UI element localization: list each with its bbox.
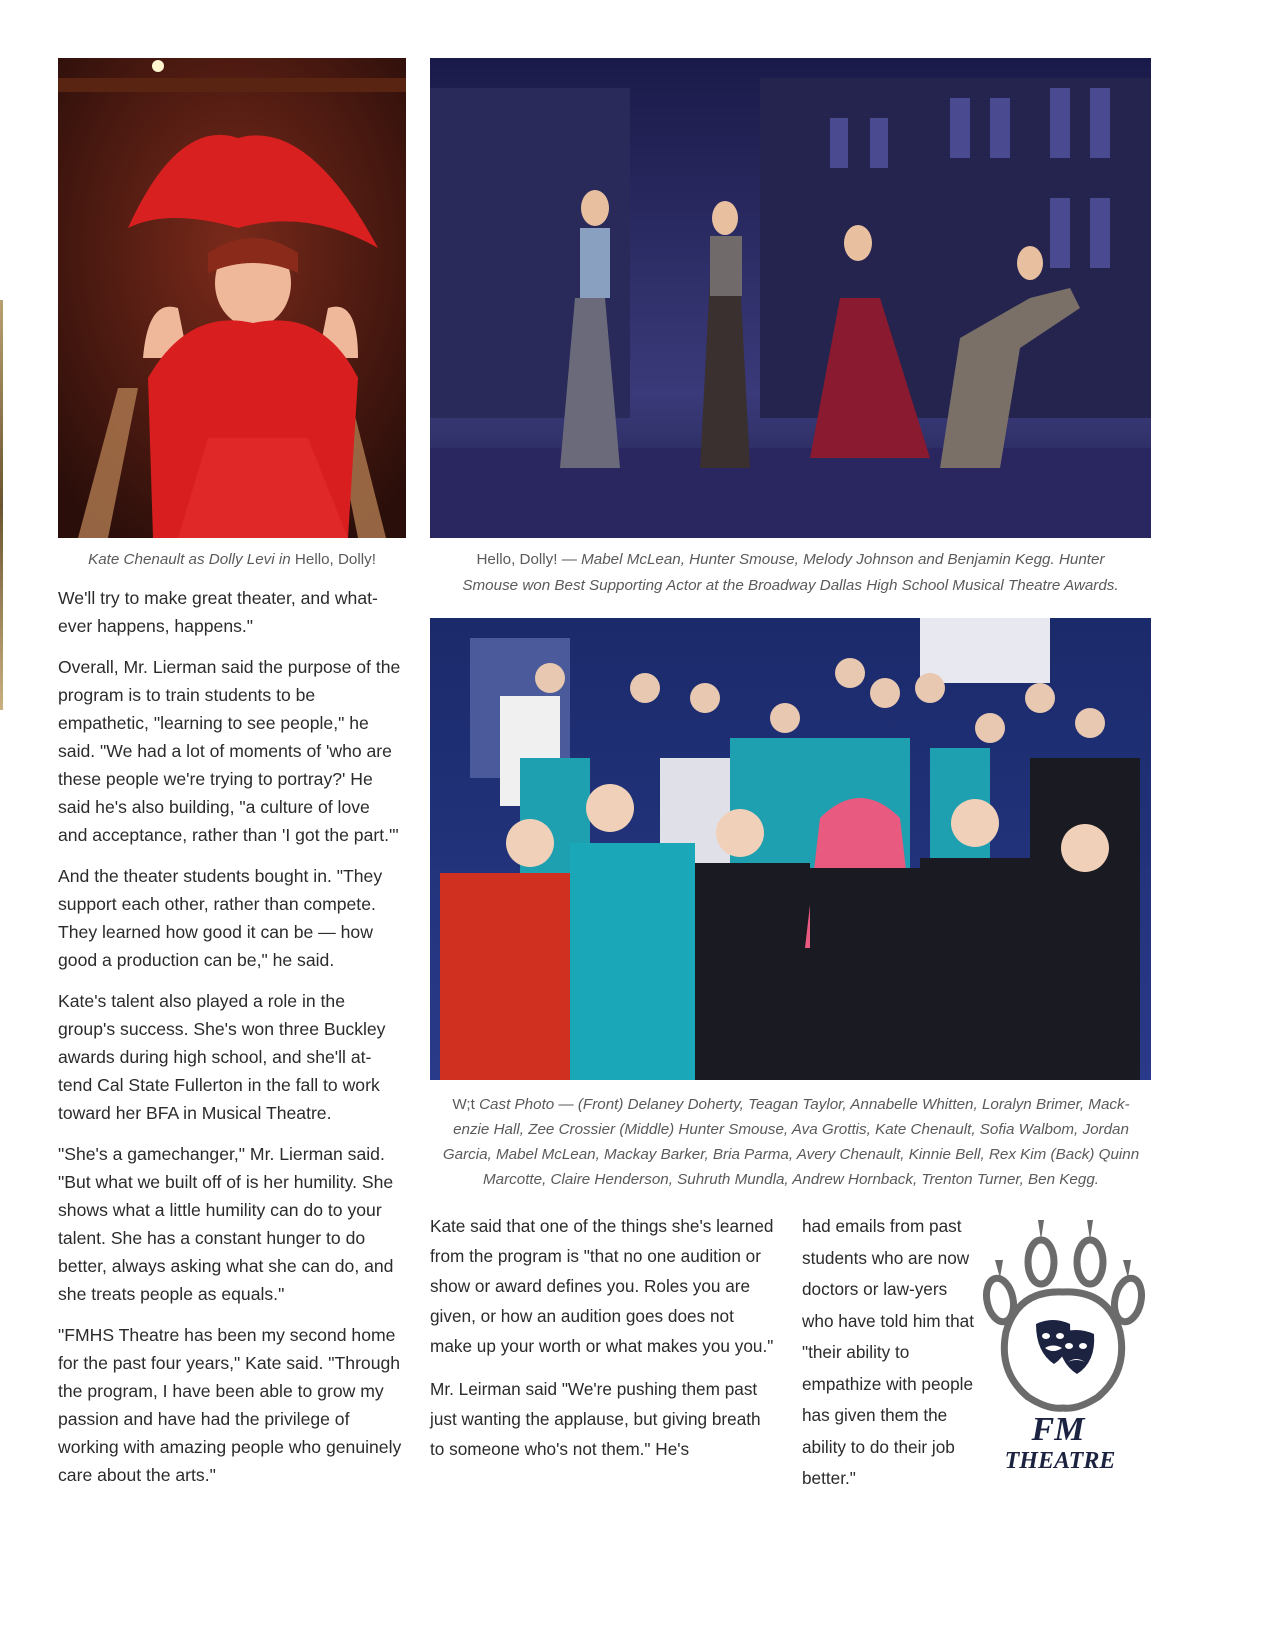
- left-column: [58, 584, 403, 1502]
- caption-stage-line1: [430, 547, 1151, 573]
- caption-cast-line4: Marcotte, Claire Henderson, Suhruth Mundla, Andrew Hornback, Trenton Turner, Ben Kegg.: [483, 1171, 1099, 1188]
- left-paragraph-1: We'll try to make great theater, and what-ever happens, happens.": [58, 588, 378, 636]
- photo-stage-hello-dolly: [430, 58, 1151, 538]
- left-paragraph-2: Overall, Mr. Lierman said the purpose of the program is to train students to be empathetic, "learning to see people," he said. "We had a lot of moments of 'who are these people we're trying to portray?' He said he's also building, "a culture of love and acceptance, rather than 'I got the part.'": [58, 657, 401, 845]
- caption-stage-show: Hello, Dolly!: [476, 551, 558, 568]
- caption-cast-prefix: W;t: [452, 1096, 480, 1113]
- right-column: [802, 1211, 980, 1508]
- caption-cast-line2: enzie Hall, Zee Crossier (Middle) Hunter Smouse, Ava Grottis, Kate Chenault, Sofia Walbom, Jordan: [453, 1121, 1129, 1138]
- photo-cast: [430, 618, 1151, 1080]
- logo-theatre-text: THEATRE: [1004, 1448, 1116, 1474]
- caption-cast-line1-text: Cast Photo — (Front) Delaney Doherty, Teagan Taylor, Annabelle Whitten, Loralyn Brimer, Mack-: [479, 1096, 1130, 1113]
- caption-stage-rest: — Mabel McLean, Hunter Smouse, Melody Johnson and Benjamin Kegg. Hunter: [557, 551, 1105, 568]
- middle-paragraph-2: Mr. Leirman said "We're pushing them past just wanting the applause, but giving breath to someone who's not them." He's: [430, 1379, 761, 1459]
- caption-cast-line3: Garcia, Mabel McLean, Mackay Barker, Bria Parma, Avery Chenault, Kinnie Bell, Rex Kim (Back) Quinn: [442, 1146, 1140, 1163]
- caption-stage: [430, 547, 1151, 599]
- caption-cast-line1: [425, 1092, 1157, 1117]
- caption-dolly-prefix: Kate Chenault as Dolly Levi in: [88, 551, 295, 568]
- fm-theatre-logo: [978, 1212, 1148, 1474]
- left-paragraph-6: "FMHS Theatre has been my second home for the past four years," Kate said. "Through the program, I have been able to grow my passion and have had the privilege of working with amazing people who genuinely care about the arts.": [58, 1325, 402, 1485]
- caption-stage-line2: Smouse won Best Supporting Actor at the Broadway Dallas High School Musical Theatre Awards.: [462, 577, 1119, 594]
- page-edge: [0, 300, 3, 710]
- left-paragraph-4: Kate's talent also played a role in the group's success. She's won three Buckley awards during high school, and she'll at-tend Cal State Fullerton in the fall to work toward her BFA in Musical Theatre.: [58, 991, 386, 1123]
- caption-cast: [425, 1092, 1157, 1192]
- caption-dolly-show: Hello, Dolly!: [294, 551, 376, 568]
- caption-kate-dolly: [58, 547, 406, 573]
- left-paragraph-5: "She's a gamechanger," Mr. Lierman said. "But what we built off of is her humility. She shows what a little humility can do to your talent. She has a constant hunger to do better, always asking what she can do, and she treats people as equals.": [58, 1144, 394, 1304]
- middle-paragraph-1: Kate said that one of the things she's learned from the program is "that no one audition or show or award defines you. Roles you are given, or how an audition goes does not make up your worth or what makes you you.": [430, 1216, 774, 1356]
- left-paragraph-3: And the theater students bought in. "They support each other, rather than compete. They learned how good it can be — how good a production can be," he said.: [58, 866, 383, 970]
- photo-kate-dolly: [58, 58, 406, 538]
- middle-column: [430, 1211, 775, 1477]
- right-paragraph-1: had emails from past students who are now doctors or law-yers who have told him that "their ability to empathize with people has given them the ability to do their job better.": [802, 1216, 974, 1488]
- logo-fm-text: FM: [1031, 1411, 1085, 1448]
